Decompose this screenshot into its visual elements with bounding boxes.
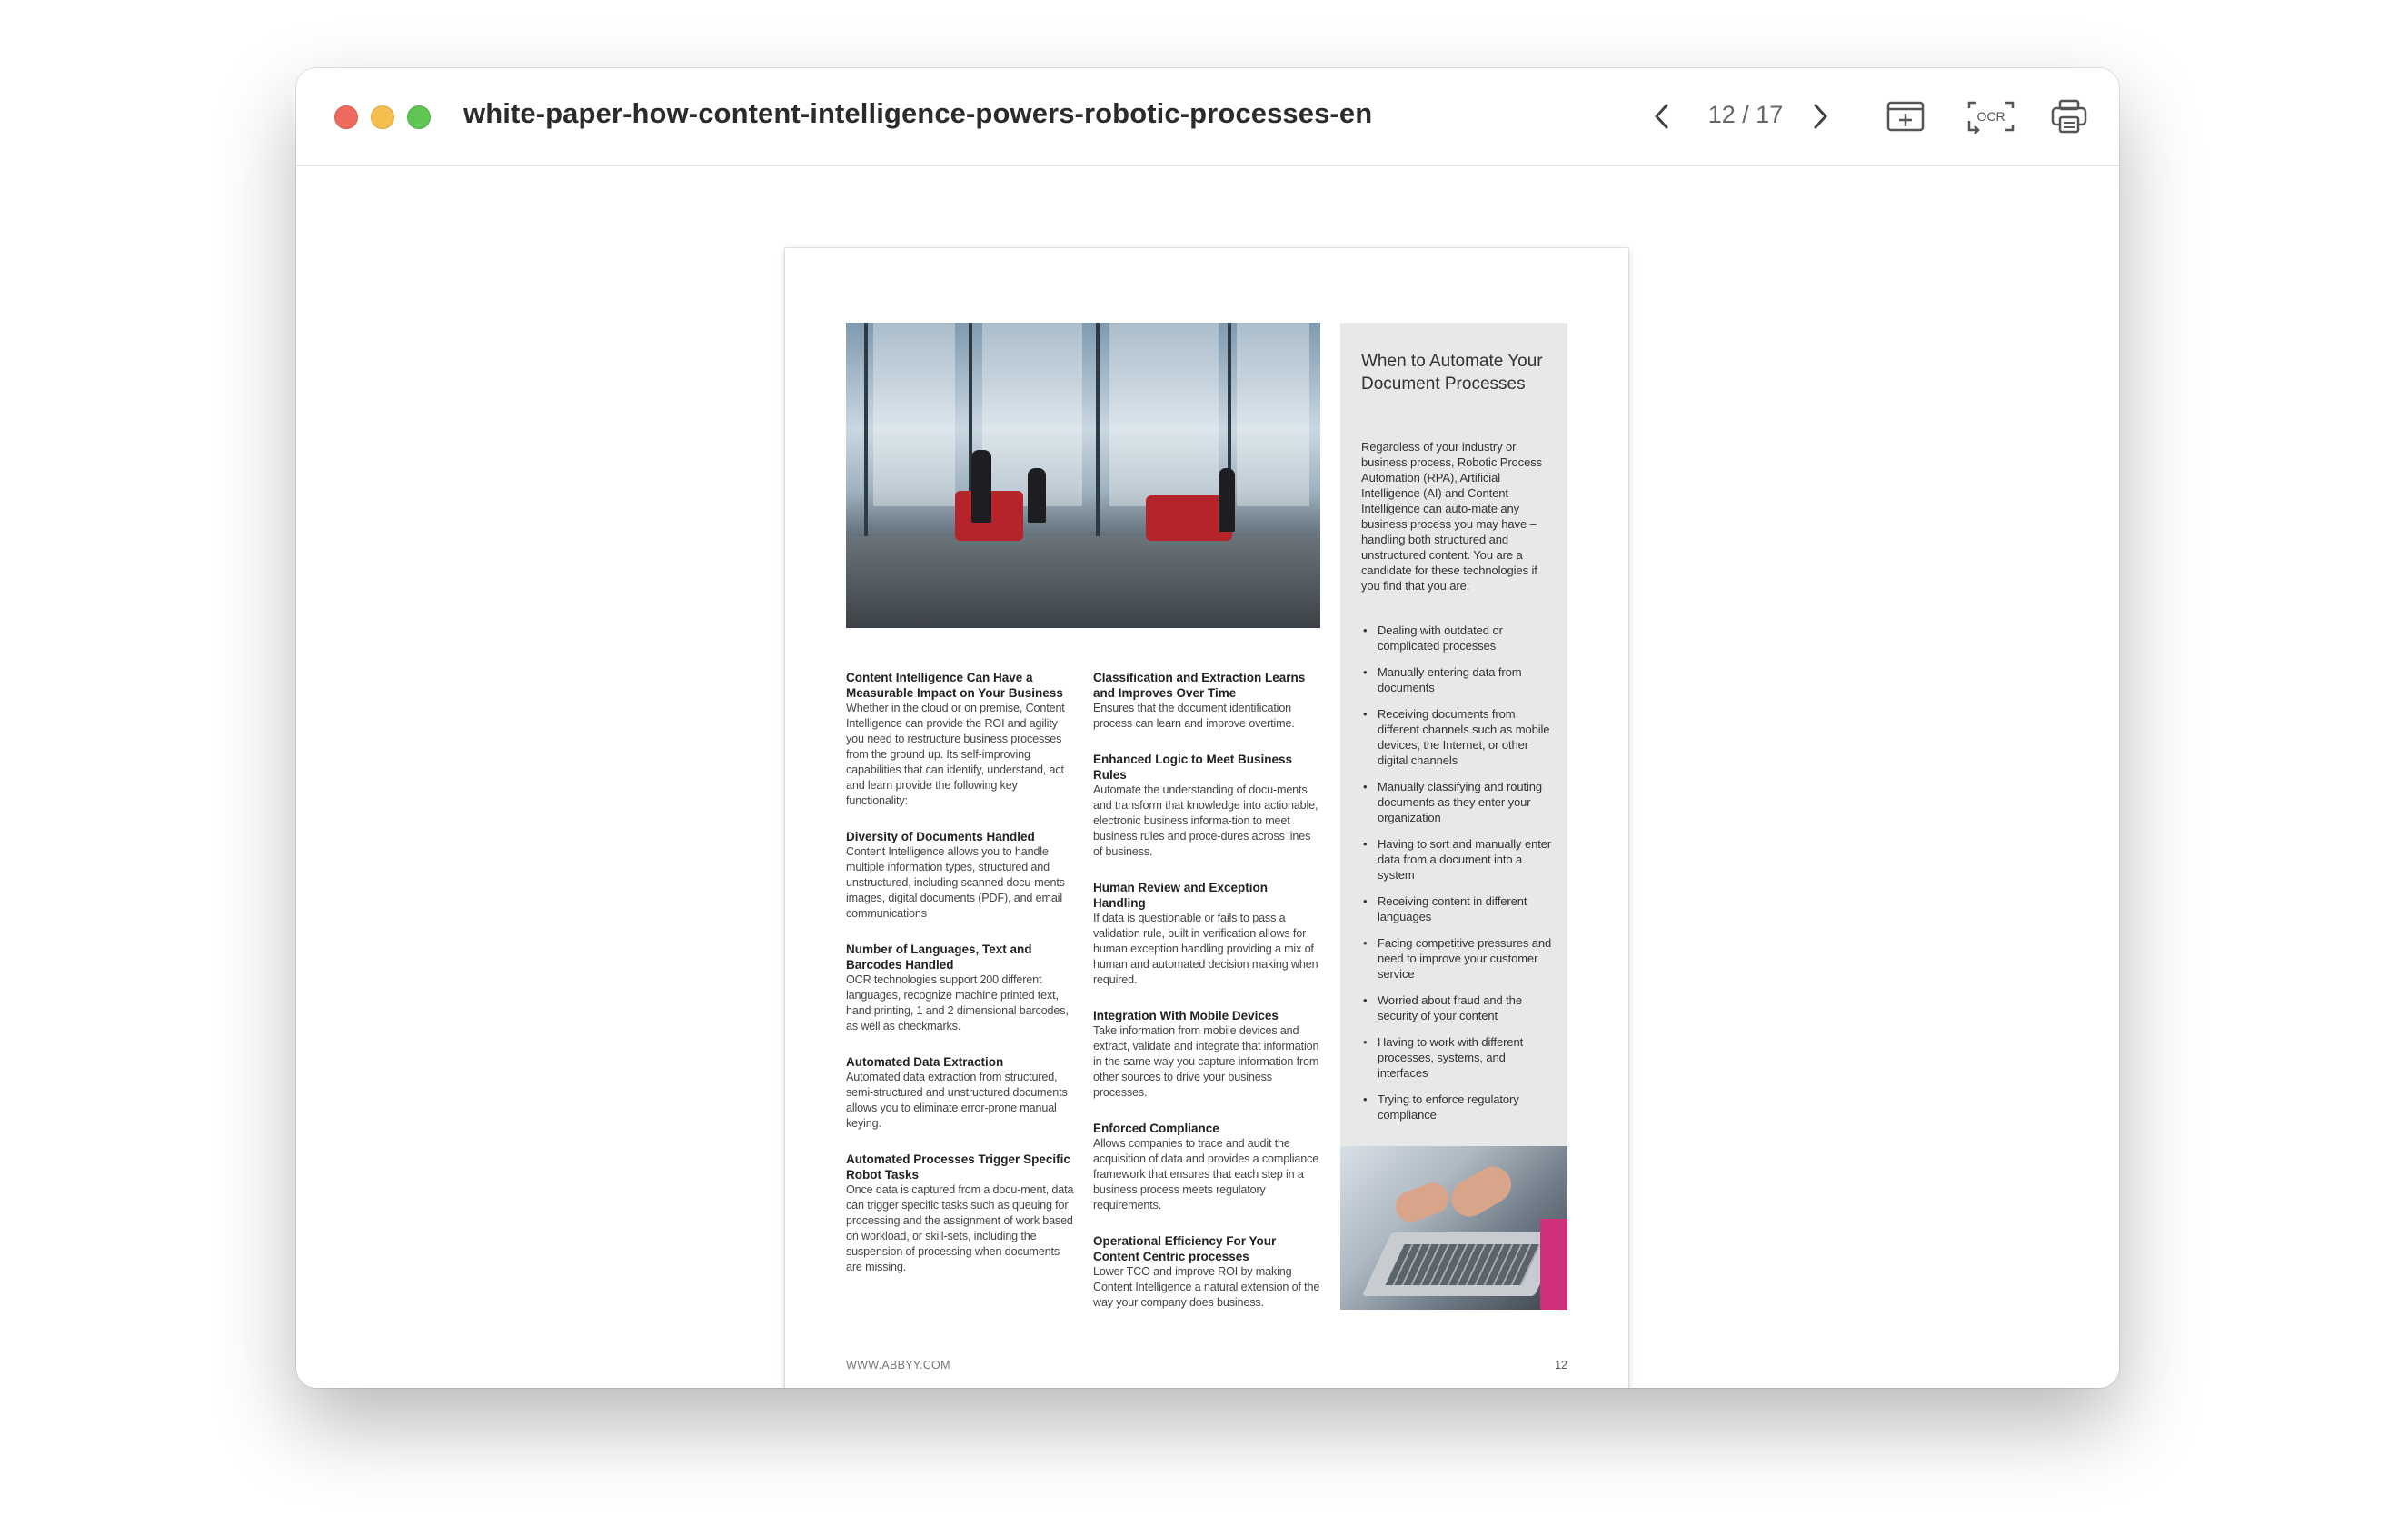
add-page-icon [1886,101,1925,132]
section-heading: Content Intelligence Can Have a Measurable Impact on Your Business [846,671,1063,700]
middle-text-column [1093,670,1322,1331]
section-heading: Human Review and Exception Handling [1093,881,1269,910]
print-button[interactable] [2048,96,2090,136]
section-body: Once data is captured from a docu-ment, data can trigger specific tasks such as queuing for processing and the assignment of work based on workload, or skill-sets, including the suspension of processing when documents are missing. [846,1183,1074,1273]
list-item: • Receiving content in different languages [1361,893,1554,924]
section-body: Automated data extraction from structured, semi-structured and unstructured documents allows you to eliminate error-prone manual keying. [846,1071,1068,1130]
section-heading: Enhanced Logic to Meet Business Rules [1093,753,1293,782]
next-page-button[interactable] [1805,101,1836,132]
close-window-button[interactable] [334,105,358,129]
list-item: • Having to work with different processes, systems, and interfaces [1361,1034,1554,1081]
section-body: Allows companies to trace and audit the acquisition of data and provides a compliance framework that ensures that each step in a business process meets regulatory requirements. [1093,1137,1319,1212]
section-heading: Automated Data Extraction [846,1055,1004,1069]
title-bar [296,68,2119,166]
section-heading: Operational Efficiency For Your Content Centric processes [1093,1234,1277,1263]
sidebar-intro: Regardless of your industry or business process, Robotic Process Automation (RPA), Artificial Intelligence (AI) and Content Intelligence can auto-mate any business process you may have – handling both structured and unstructured content. You are a candidate for these technologies if you find that you are: [1361,440,1543,593]
chevron-right-icon [1810,102,1830,131]
section-body: Automate the understanding of docu-ments and transform that knowledge into actionable, electronic business informa-tion to meet business rules and proce-dures across lines of business. [1093,783,1318,858]
page-indicator: 12 / 17 [1707,101,1784,128]
list-item: • Receiving documents from different channels such as mobile devices, the Internet, or other digital channels [1361,706,1554,768]
zoom-window-button[interactable] [407,105,431,129]
svg-text:OCR: OCR [1976,109,2005,124]
chevron-left-icon [1652,102,1672,131]
page-footer-number: 12 [1555,1359,1567,1371]
document-canvas[interactable] [296,166,2119,1388]
section-body: Whether in the cloud or on premise, Content Intelligence can provide the ROI and agility you need to restructure business processes from the ground up. Its self-improving capabilities that can identify, understand, act and learn provide the following key functionality: [846,702,1065,807]
document-title: white-paper-how-content-intelligence-powers-robotic-processes-en [463,97,1373,129]
sidebar-bullet-list [1361,623,1554,1133]
list-item: • Facing competitive pressures and need to improve your customer service [1361,935,1554,982]
section-heading: Classification and Extraction Learns and Improves Over Time [1093,671,1306,700]
section-body: Content Intelligence allows you to handle multiple information types, structured and unstructured, including scanned docu-ments images, digital documents (PDF), and email communications [846,845,1065,920]
section-heading: Automated Processes Trigger Specific Robot Tasks [846,1152,1070,1182]
section-heading: Enforced Compliance [1093,1122,1219,1135]
office-lobby-photo [846,323,1320,628]
section-heading: Number of Languages, Text and Barcodes Handled [846,943,1032,972]
list-item: • Manually entering data from documents [1361,664,1554,695]
sidebar-title: When to Automate Your Document Processes [1361,352,1543,394]
sidebar-panel [1340,323,1567,1146]
section-body: OCR technologies support 200 different languages, recognize machine printed text, hand printing, 1 and 2 dimensional barcodes, as well as checkmarks. [846,973,1069,1032]
left-text-column [846,670,1075,1295]
list-item: • Dealing with outdated or complicated processes [1361,623,1554,653]
ocr-button[interactable] [1965,96,2017,136]
previous-page-button[interactable] [1647,101,1677,132]
section-heading: Diversity of Documents Handled [846,830,1035,843]
ocr-icon [1965,99,2016,134]
print-icon [2051,99,2087,134]
page-footer-url: WWW.ABBYY.COM [846,1359,950,1371]
add-page-button[interactable] [1885,96,1926,136]
section-heading: Integration With Mobile Devices [1093,1009,1279,1022]
list-item: • Worried about fraud and the security of your content [1361,992,1554,1023]
section-body: Lower TCO and improve ROI by making Content Intelligence a natural extension of the way your company does business. [1093,1265,1320,1309]
list-item: • Having to sort and manually enter data from a document into a system [1361,836,1554,883]
list-item: • Manually classifying and routing documents as they enter your organization [1361,779,1554,825]
section-body: Ensures that the document identification process can learn and improve overtime. [1093,702,1295,730]
list-item: • Trying to enforce regulatory compliance [1361,1092,1554,1122]
pdf-viewer-window [296,68,2119,1388]
laptop-hands-photo [1340,1146,1567,1310]
section-body: Take information from mobile devices and extract, validate and integrate that information in the same way you capture information from other sources to drive your business processes. [1093,1024,1319,1099]
minimize-window-button[interactable] [371,105,394,129]
pdf-page [785,248,1628,1388]
section-body: If data is questionable or fails to pass a validation rule, built in verification allows for human exception handling providing a mix of human and automated decision making when required. [1093,912,1318,986]
